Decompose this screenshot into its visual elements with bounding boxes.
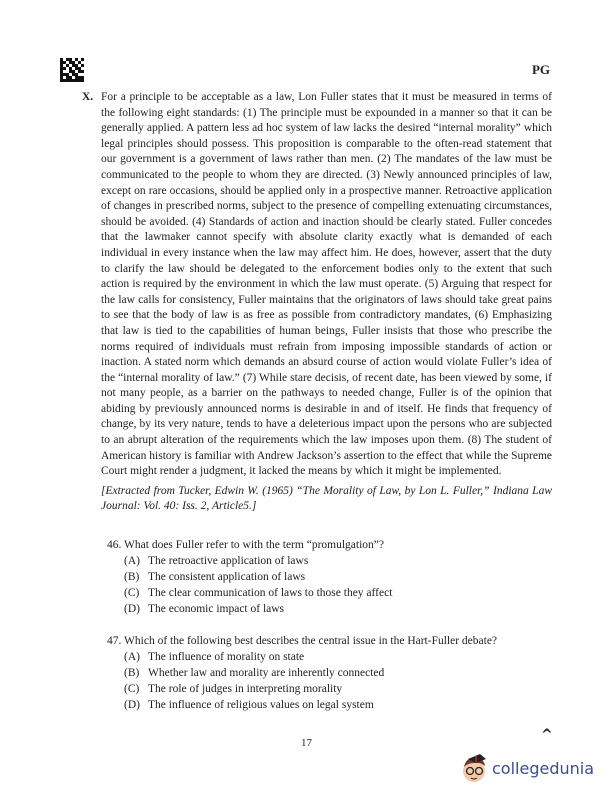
question-text: Which of the following best describes the central issue in the Hart-Fuller debate?: [124, 635, 498, 648]
logo-text: collegedunia: [492, 758, 595, 778]
page-footer: [0, 727, 612, 797]
datamatrix-code: [60, 58, 84, 82]
scroll-top-icon[interactable]: ^: [541, 727, 553, 744]
passage-text: For a principle to be acceptable as a law, Lon Fuller states that it must be measured in terms of the following eight standards: (1) The principle must be expounded in a manner so that it can be generally applied. A pattern less ad hoc system of law lacks the desired “internal morality” which legal principles should possess. This proposition is comparable to the often-read statement that our government is a government of laws rather than men. (2) The mandates of the law must be communicated to the people to whom they are directed. (3) Newly announced principles of law, except on rare occasions, should be applied only in a prospective manner. Retroactive application of changes in prescribed norms, subject to the presence of compelling extenuating circumstances, should be avoided. (4) Standards of action and inaction should be clearly stated. Fuller concedes that the lawmaker cannot specify with absolute clarity exactly what is demanded of each individual in every instance when the law may affect him. He does, however, assert that the duty to clarify the law should be delegated to the enforcement bodies only to the extent that such action is required by the environment in which the law must operate. (5) Arguing that respect for the law calls for consistency, Fuller maintains that the originators of laws should take great pains to see that the body of law is as free as possible from contradictory mandates, (6) Emphasizing that law is tied to the capabilities of human beings, Fuller insists that those who prescribe the norms required of individuals must refrain from imposing impossible standards of action or inaction. A stated norm which demands an absurd course of action would violate Fuller’s idea of the “internal morality of law.” (7) While stare decisis, of recent date, has been viewed by some, if not many people, as a barrier on the pathways to needed change, Fuller is of the opinion that abiding by previously announced norms is desirable in and of itself. He finds that frequency of change, by its very nature, tends to have a deleterious impact upon the persons who are subjected to an abrupt alteration of the requirements which the law imposes upon them. (8) The student of American history is familiar with Andrew Jackson’s assertion to the effect that while the Supreme Court might render a judgment, it lacked the means by which it might be implemented.: [101, 91, 552, 478]
page-header: [0, 0, 612, 90]
option-a[interactable]: (A) The influence of morality on state: [124, 651, 305, 664]
option-d[interactable]: (D) The influence of religious values on legal system: [124, 699, 374, 712]
passage: [82, 90, 552, 515]
passage-citation: [Extracted from Tucker, Edwin W. (1965) “The Morality of Law, by Lon L. Fuller,” Indiana Law Journal: Vol. 40: Iss. 2, Article5.]: [101, 484, 552, 513]
option-a[interactable]: (A) The retroactive application of laws: [124, 555, 309, 568]
mascot-icon: [462, 751, 488, 785]
question-47: [107, 633, 552, 713]
option-b[interactable]: (B) Whether law and morality are inherently connected: [124, 667, 385, 680]
option-c[interactable]: (C) The clear communication of laws to those they affect: [124, 587, 393, 600]
option-b[interactable]: (B) The consistent application of laws: [124, 571, 306, 584]
passage-marker: X.: [82, 91, 94, 103]
page-content: [82, 90, 552, 713]
option-c[interactable]: (C) The role of judges in interpreting morality: [124, 683, 343, 696]
question-number: 47.: [107, 635, 122, 648]
page-number: 17: [301, 737, 312, 750]
question-46: [107, 537, 552, 617]
question-text: What does Fuller refer to with the term “promulgation”?: [124, 539, 384, 552]
question-number: 46.: [107, 539, 122, 552]
option-d[interactable]: (D) The economic impact of laws: [124, 603, 285, 616]
paper-code: PG: [531, 62, 550, 77]
collegedunia-logo[interactable]: [462, 751, 594, 785]
